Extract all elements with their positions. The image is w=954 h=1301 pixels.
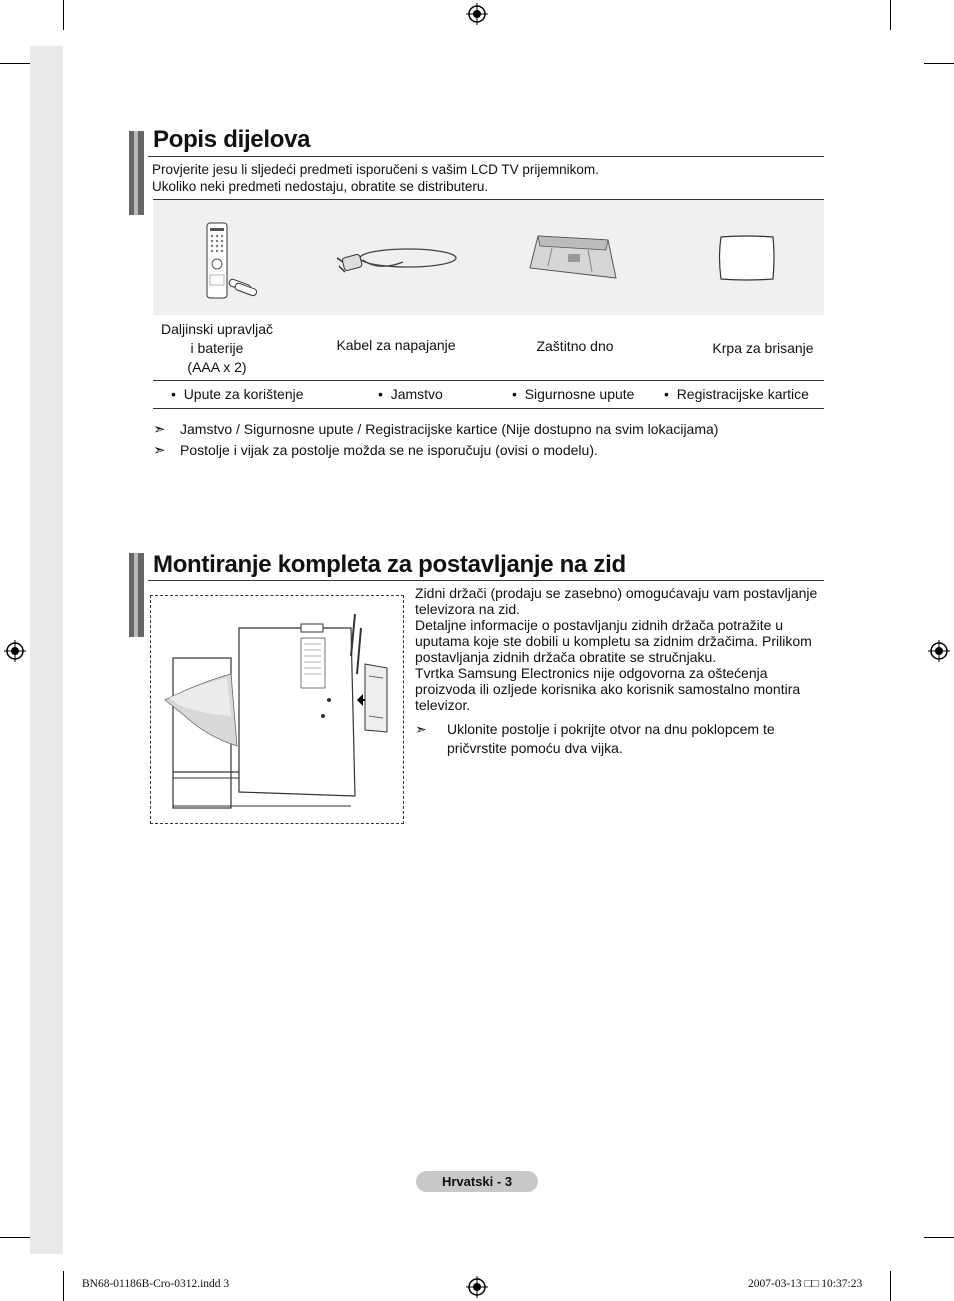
doc-item: • Jamstvo bbox=[378, 386, 443, 402]
power-cable-icon bbox=[333, 238, 463, 283]
remote-control-icon bbox=[201, 220, 261, 302]
registration-mark-icon bbox=[928, 640, 950, 662]
doc-item: • Sigurnosne upute bbox=[512, 386, 635, 402]
note-item: ➣ Postolje i vijak za postolje možda se ne isporučuju (ovisi o modelu). bbox=[153, 442, 598, 459]
tv-back-wall-mount-icon bbox=[151, 596, 403, 823]
parts-intro bbox=[152, 161, 599, 195]
title-underline bbox=[148, 156, 824, 157]
crop-mark bbox=[63, 0, 64, 30]
wall-para: Tvrtka Samsung Electronics nije odgovorna za oštećenja proizvoda ili ozljede korisnika ako korisnik samostalno montira televizor. bbox=[415, 665, 801, 713]
wall-mount-illustration bbox=[150, 595, 404, 824]
registration-mark-icon bbox=[466, 1276, 488, 1298]
registration-mark-icon bbox=[466, 3, 488, 25]
page-margin-strip bbox=[30, 46, 63, 1254]
item-label-cleaning-cloth: Krpa za brisanje bbox=[712, 340, 814, 356]
wall-para: Detaljne informacije o postavljanju zidnih držača potražite u uputama koje ste dobili u kompletu sa zidnim držačima. Prilikom postavljanja zidnih držača obratite se stručnjaku. bbox=[415, 617, 812, 665]
protective-base-icon bbox=[528, 230, 620, 285]
note-arrow-icon: ➣ bbox=[153, 442, 166, 459]
item-label-protective-base: Zaštitno dno bbox=[536, 338, 614, 354]
note-arrow-icon: ➣ bbox=[153, 421, 166, 438]
item-label-power-cable: Kabel za napajanje bbox=[336, 337, 456, 353]
crop-mark bbox=[890, 0, 891, 30]
doc-item: • Registracijske kartice bbox=[664, 386, 809, 402]
footer-datetime: 2007-03-13 □□ 10:37:23 bbox=[748, 1278, 863, 1290]
section-title-parts: Popis dijelova bbox=[153, 126, 311, 153]
cleaning-cloth-icon bbox=[715, 233, 777, 283]
crop-mark bbox=[924, 1237, 954, 1238]
crop-mark bbox=[63, 1271, 64, 1301]
wall-mount-description bbox=[415, 585, 830, 713]
note-item: ➣ Jamstvo / Sigurnosne upute / Registracijske kartice (Nije dostupno na svim lokacijama) bbox=[153, 421, 719, 438]
section-marker bbox=[129, 131, 144, 215]
wall-mount-note: ➣ Uklonite postolje i pokrijte otvor na dnu poklopcem te pričvrstite pomoću dva vijka. bbox=[415, 721, 775, 756]
wall-para: Zidni držači (prodaju se zasebno) omogućavaju vam postavljanje televizora na zid. bbox=[415, 585, 818, 617]
crop-mark bbox=[890, 1271, 891, 1301]
item-label-remote: Daljinski upravljač i baterije (AAA x 2) bbox=[160, 321, 274, 375]
crop-mark bbox=[0, 63, 30, 64]
intro-line: Provjerite jesu li sljedeći predmeti isporučeni s vašim LCD TV prijemnikom. bbox=[152, 162, 599, 177]
included-items-box bbox=[153, 200, 824, 315]
registration-mark-icon bbox=[4, 640, 26, 662]
section-marker bbox=[129, 553, 144, 637]
documents-row bbox=[153, 380, 824, 409]
footer-file: BN68-01186B-Cro-0312.indd 3 bbox=[82, 1278, 230, 1290]
page-number-badge: Hrvatski - 3 bbox=[416, 1171, 538, 1192]
crop-mark bbox=[0, 1237, 30, 1238]
section-title-wall-mount: Montiranje kompleta za postavljanje na zid bbox=[153, 551, 626, 578]
title-underline bbox=[148, 580, 824, 581]
intro-line: Ukoliko neki predmeti nedostaju, obratite se distributeru. bbox=[152, 179, 489, 194]
doc-item: • Upute za korištenje bbox=[171, 386, 304, 402]
note-arrow-icon: ➣ bbox=[415, 721, 427, 737]
crop-mark bbox=[924, 63, 954, 64]
